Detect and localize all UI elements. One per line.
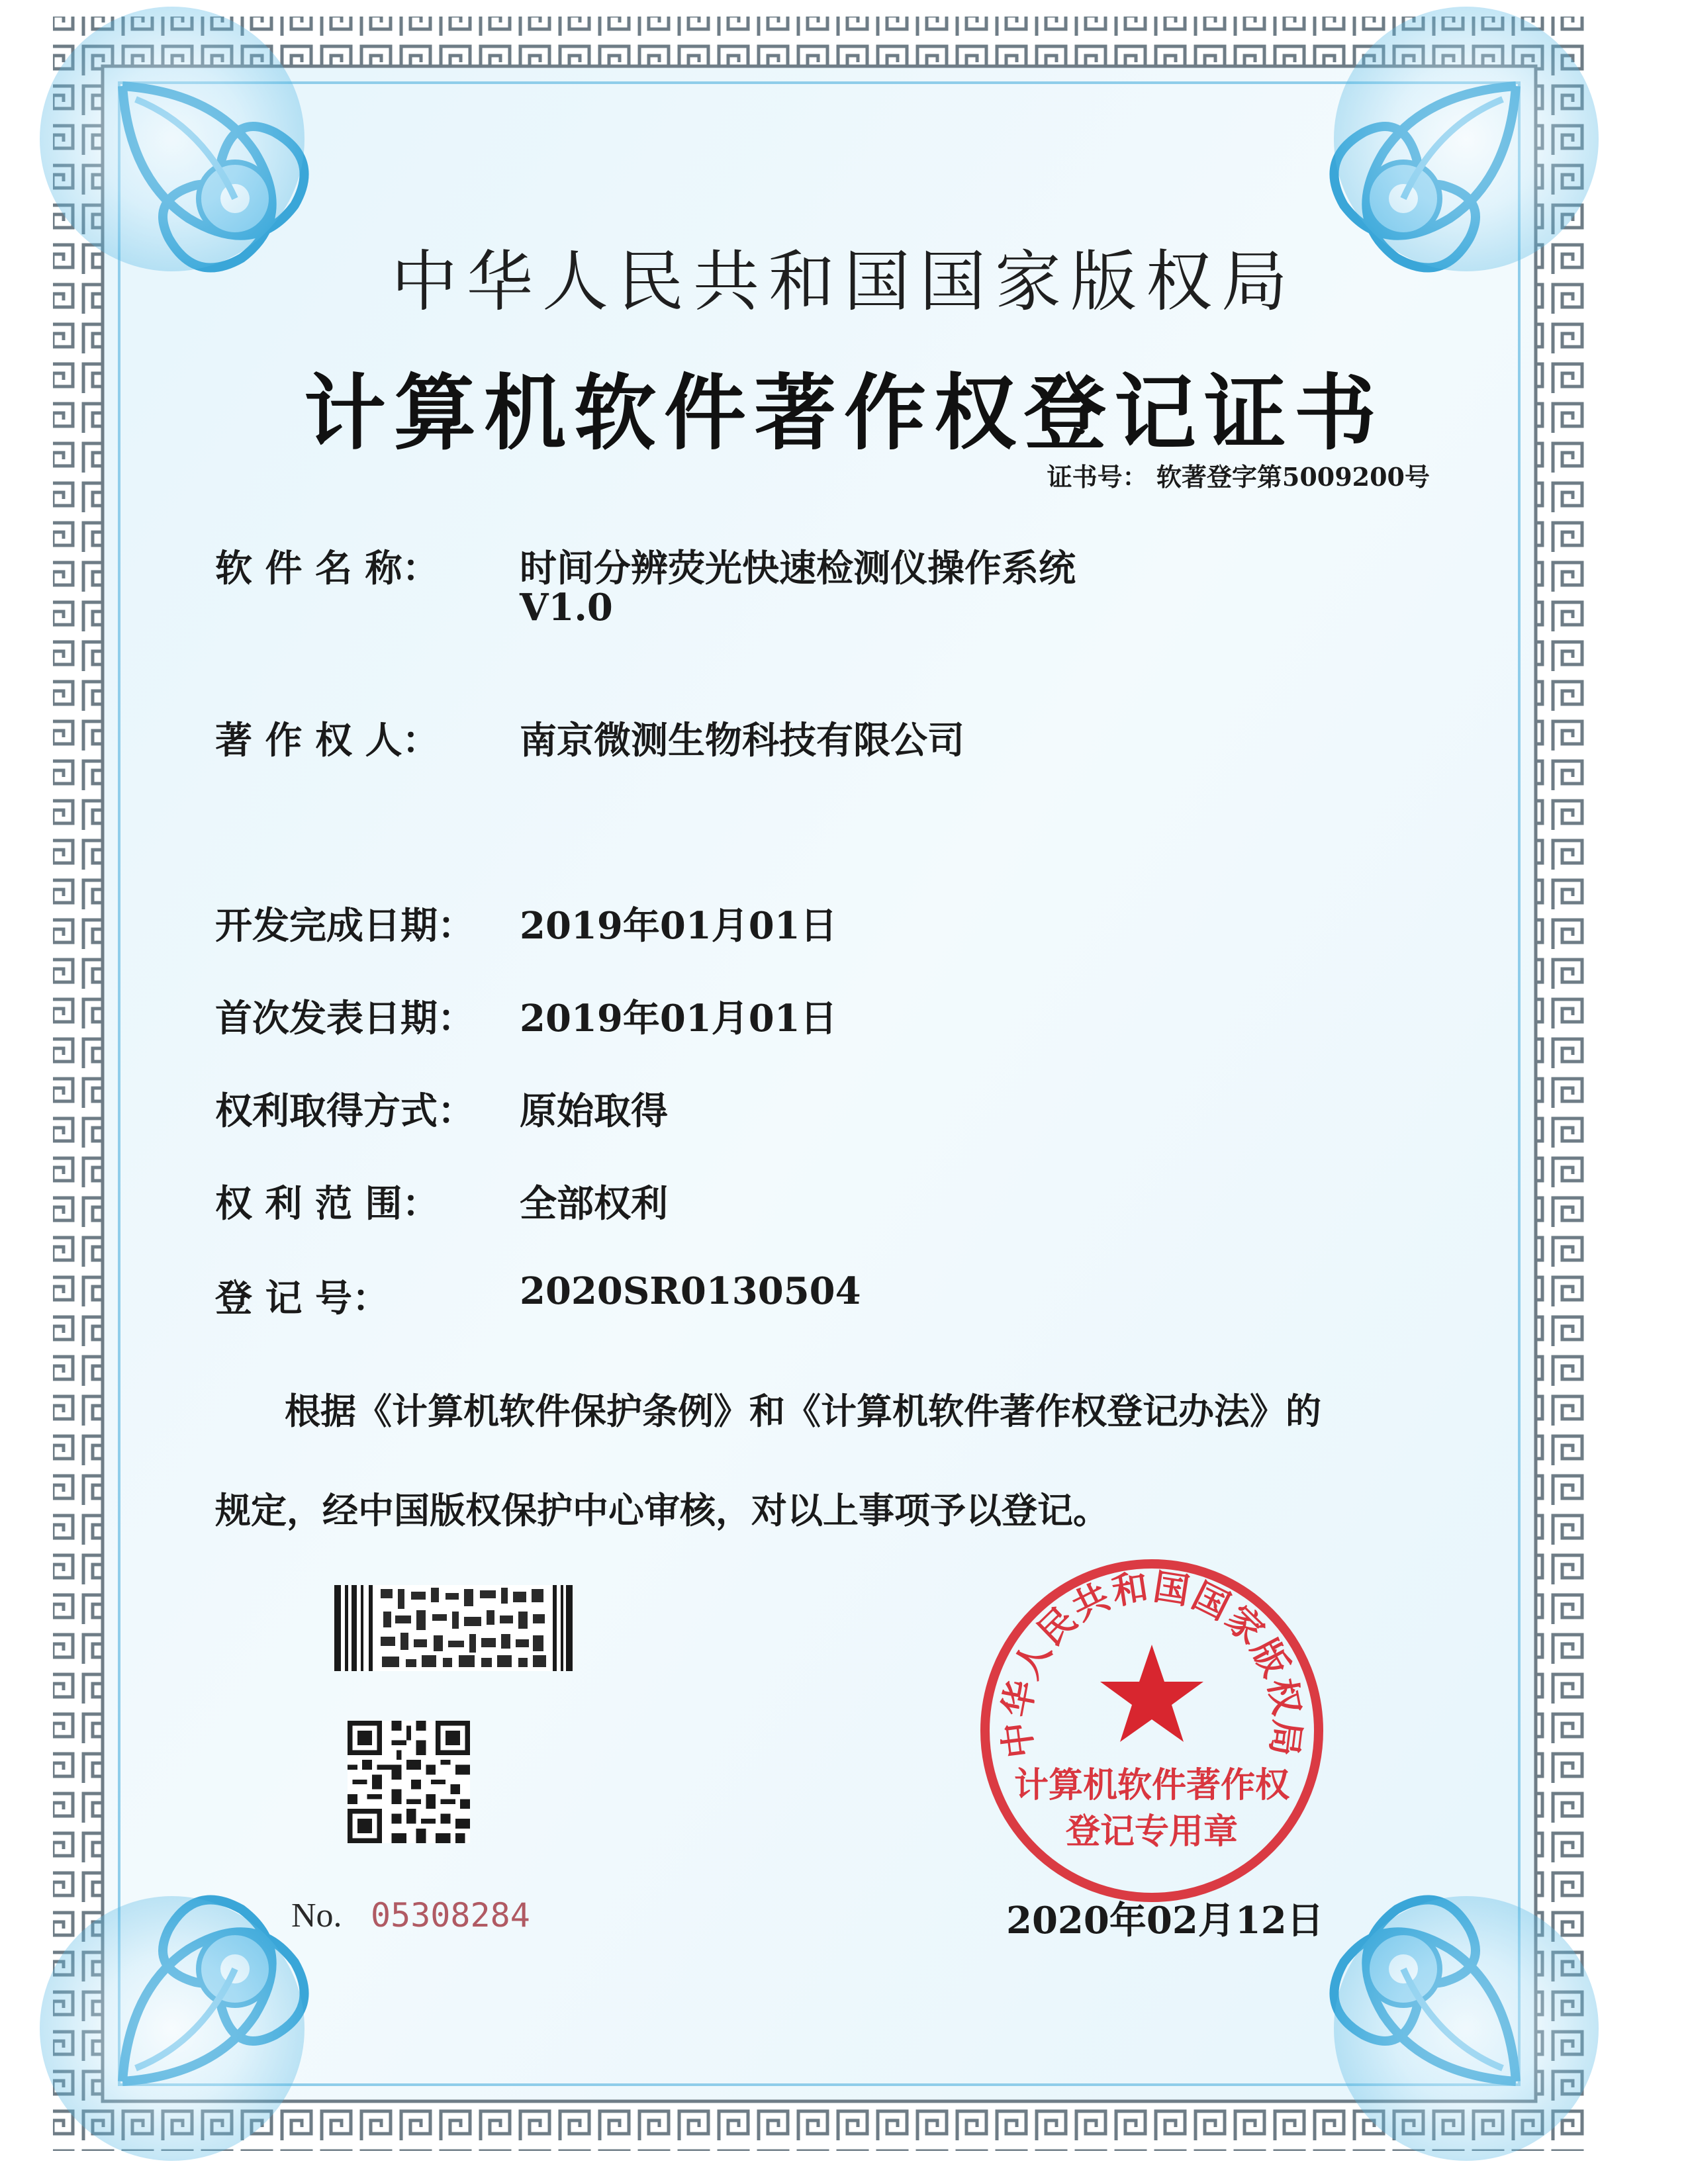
registration-number-label: 登 记 号： — [215, 1277, 389, 1320]
barcode — [334, 1585, 573, 1671]
rights-scope-label: 权 利 范 围： — [215, 1182, 440, 1226]
seal-ring-textpath: 中华人民共和国国家版权局 — [994, 1565, 1309, 1760]
seal-line-1: 计算机软件著作权 — [1013, 1765, 1290, 1805]
certificate-number: 证书号： 软著登字第5009200号 — [1047, 462, 1430, 492]
serial-number-value: 05308284 — [371, 1896, 530, 1934]
seal-line-2: 登记专用章 — [1065, 1811, 1239, 1852]
official-seal — [973, 1552, 1331, 1909]
statement-line-1: 根据《计算机软件保护条例》和《计算机软件著作权登记办法》的 — [285, 1390, 1321, 1432]
pub-date-label: 首次发表日期： — [215, 997, 475, 1040]
seal-star-icon — [1100, 1645, 1203, 1742]
statement-line-2: 规定，经中国版权保护中心审核，对以上事项予以登记。 — [215, 1489, 1109, 1531]
acquire-method-value: 原始取得 — [520, 1089, 668, 1133]
certificate-title: 计算机软件著作权登记证书 — [303, 365, 1384, 461]
registration-number-value: 2020SR0130504 — [520, 1269, 861, 1313]
qr-code — [348, 1721, 470, 1843]
rights-scope-value: 全部权利 — [520, 1182, 668, 1226]
serial-number-label: No. — [291, 1897, 342, 1934]
dev-date-value: 2019年01月01日 — [520, 904, 837, 948]
software-name-label: 软 件 名 称： — [215, 547, 440, 590]
acquire-method-label: 权利取得方式： — [215, 1089, 475, 1133]
issuing-agency: 中华人民共和国国家版权局 — [391, 243, 1297, 320]
owner-label: 著 作 权 人： — [215, 719, 440, 762]
issue-date: 2020年02月12日 — [1006, 1899, 1324, 1942]
software-version-value: V1.0 — [520, 586, 613, 629]
pub-date-value: 2019年01月01日 — [520, 997, 837, 1040]
owner-value: 南京微测生物科技有限公司 — [520, 719, 964, 762]
software-name-value: 时间分辨荧光快速检测仪操作系统 — [520, 547, 1076, 590]
dev-date-label: 开发完成日期： — [215, 904, 475, 948]
